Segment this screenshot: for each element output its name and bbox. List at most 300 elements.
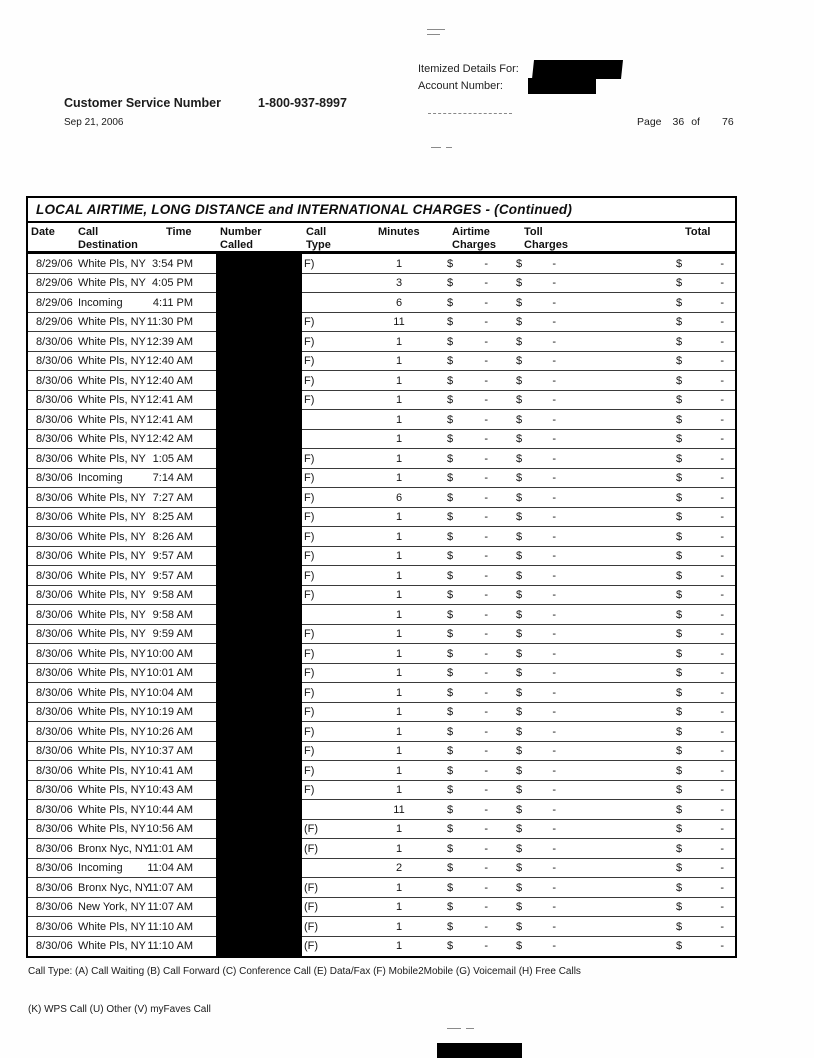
cell-number-called-redacted [216, 546, 302, 567]
cell-time: 9:57 AM [152, 569, 193, 582]
cell-airtime-charges [447, 686, 488, 700]
cell-call-type: F) [304, 257, 315, 270]
cell-date: 8/30/06 [36, 374, 73, 387]
cell-total [676, 452, 724, 466]
cell-call-type: F) [304, 316, 315, 328]
column-header-total [685, 226, 710, 239]
currency-symbol: $ [447, 511, 454, 523]
cell-destination: White Pls, NY [78, 803, 146, 816]
cell-airtime-charges [447, 296, 488, 310]
cell-airtime-charges [447, 588, 488, 602]
call-type-legend-line2: (K) WPS Call (U) Other (V) myFaves Call [28, 1004, 211, 1015]
cell-airtime-charges [447, 549, 488, 563]
currency-symbol: $ [516, 920, 523, 933]
cell-total [676, 881, 724, 895]
total-value: - [720, 374, 724, 387]
airtime-value: - [484, 784, 488, 796]
scan-artifact [428, 113, 512, 114]
airtime-value: - [484, 257, 488, 270]
cell-toll-charges [516, 335, 556, 349]
cell-date: 8/30/06 [36, 862, 73, 874]
cell-toll-charges [516, 764, 556, 778]
currency-symbol: $ [676, 589, 683, 601]
cell-destination: White Pls, NY [78, 491, 146, 504]
table-row [28, 313, 735, 333]
cell-total [676, 530, 724, 544]
cell-minutes: 6 [395, 491, 403, 504]
cell-date: 8/30/06 [36, 881, 73, 894]
total-value: - [720, 842, 724, 855]
cell-toll-charges [516, 549, 556, 563]
currency-symbol: $ [447, 491, 454, 504]
cell-destination: White Pls, NY [78, 569, 146, 582]
column-header-toll-charges [524, 226, 568, 252]
total-value: - [720, 686, 724, 699]
cell-minutes: 1 [395, 608, 403, 621]
cell-call-type: F) [304, 511, 315, 523]
cell-minutes: 1 [395, 881, 403, 894]
currency-symbol: $ [516, 355, 523, 367]
cell-call-type: F) [304, 725, 315, 738]
cell-number-called-redacted [216, 449, 302, 470]
currency-symbol: $ [676, 413, 683, 426]
cell-call-type: F) [304, 784, 315, 796]
toll-value: - [552, 452, 556, 465]
currency-symbol: $ [516, 686, 523, 699]
cell-minutes: 1 [395, 394, 403, 406]
cell-number-called-redacted [216, 897, 302, 918]
currency-symbol: $ [447, 608, 454, 621]
total-value: - [720, 862, 724, 874]
cell-total [676, 354, 724, 368]
cell-destination: White Pls, NY [78, 550, 146, 562]
cell-time: 7:27 AM [152, 491, 193, 504]
currency-symbol: $ [676, 764, 683, 777]
cell-number-called-redacted [216, 663, 302, 684]
cell-time: 11:10 AM [147, 940, 193, 952]
cell-time: 8:25 AM [152, 511, 193, 523]
column-label: Charges [524, 239, 569, 251]
total-value: - [720, 472, 724, 484]
cell-total [676, 686, 724, 700]
currency-symbol: $ [447, 628, 454, 640]
cell-airtime-charges [447, 315, 488, 329]
cell-toll-charges [516, 530, 556, 544]
cell-total [676, 335, 724, 349]
currency-symbol: $ [447, 901, 454, 913]
airtime-value: - [484, 686, 488, 699]
cell-date: 8/30/06 [36, 628, 73, 640]
currency-symbol: $ [516, 667, 523, 679]
scan-artifact [427, 29, 445, 30]
cell-airtime-charges [447, 491, 488, 505]
cell-toll-charges [516, 452, 556, 466]
cell-date: 8/30/06 [36, 784, 73, 796]
cell-total [676, 900, 724, 914]
currency-symbol: $ [676, 569, 683, 582]
itemized-details-label: Itemized Details For: [418, 63, 519, 75]
table-row [28, 391, 735, 411]
currency-symbol: $ [447, 452, 454, 465]
toll-value: - [552, 413, 556, 426]
cell-destination: White Pls, NY [78, 920, 146, 933]
cell-destination: White Pls, NY [78, 316, 146, 328]
cell-total [676, 608, 724, 622]
cell-toll-charges [516, 491, 556, 505]
cell-number-called-redacted [216, 254, 302, 275]
table-row [28, 703, 735, 723]
cell-minutes: 1 [395, 647, 403, 660]
cell-minutes: 1 [395, 433, 403, 445]
column-label: Type [306, 239, 331, 251]
column-label: Toll [524, 226, 543, 238]
cell-minutes: 1 [395, 842, 403, 855]
page-total: 76 [721, 116, 734, 128]
cell-time: 1:05 AM [152, 452, 193, 465]
currency-symbol: $ [447, 667, 454, 679]
currency-symbol: $ [676, 491, 683, 504]
cell-airtime-charges [447, 744, 488, 758]
page-of-label: of [691, 116, 700, 128]
cell-call-type: F) [304, 706, 315, 718]
statement-date: Sep 21, 2006 [64, 117, 124, 128]
cell-time: 4:11 PM [152, 296, 193, 309]
cell-date: 8/30/06 [36, 335, 73, 348]
cell-time: 10:56 AM [146, 823, 193, 835]
cell-date: 8/29/06 [36, 277, 73, 289]
table-row [28, 800, 735, 820]
airtime-value: - [484, 823, 488, 835]
cell-time: 3:54 PM [152, 257, 193, 270]
toll-value: - [552, 589, 556, 601]
cell-call-type: (F) [304, 823, 319, 835]
column-header-call-destination [78, 226, 138, 252]
cell-minutes: 1 [395, 706, 403, 718]
customer-service-label: Customer Service Number [64, 96, 222, 110]
total-value: - [720, 589, 724, 601]
currency-symbol: $ [516, 862, 523, 874]
table-row [28, 332, 735, 352]
cell-date: 8/30/06 [36, 920, 73, 933]
cell-airtime-charges [447, 627, 488, 641]
currency-symbol: $ [447, 413, 454, 426]
airtime-value: - [484, 589, 488, 601]
cell-number-called-redacted [216, 878, 302, 899]
table-row [28, 722, 735, 742]
currency-symbol: $ [676, 647, 683, 660]
cell-minutes: 1 [395, 355, 403, 367]
cell-number-called-redacted [216, 273, 302, 294]
airtime-value: - [484, 901, 488, 913]
currency-symbol: $ [516, 452, 523, 465]
airtime-value: - [484, 725, 488, 738]
currency-symbol: $ [447, 550, 454, 562]
table-row [28, 859, 735, 879]
cell-total [676, 744, 724, 758]
cell-minutes: 1 [395, 764, 403, 777]
cell-airtime-charges [447, 939, 488, 953]
toll-value: - [552, 862, 556, 874]
currency-symbol: $ [676, 296, 683, 309]
cell-minutes: 2 [395, 862, 403, 874]
currency-symbol: $ [447, 706, 454, 718]
cell-toll-charges [516, 705, 556, 719]
toll-value: - [552, 374, 556, 387]
table-row [28, 352, 735, 372]
cell-time: 9:58 AM [152, 589, 193, 601]
cell-time: 10:43 AM [146, 784, 193, 796]
toll-value: - [552, 823, 556, 835]
currency-symbol: $ [516, 628, 523, 640]
cell-destination: White Pls, NY [78, 433, 146, 445]
cell-call-type: F) [304, 647, 315, 660]
cell-destination: Incoming [78, 862, 123, 874]
total-value: - [720, 530, 724, 543]
cell-toll-charges [516, 822, 556, 836]
airtime-value: - [484, 452, 488, 465]
cell-airtime-charges [447, 257, 488, 271]
cell-number-called-redacted [216, 351, 302, 372]
cell-destination: White Pls, NY [78, 667, 146, 679]
currency-symbol: $ [447, 881, 454, 894]
toll-value: - [552, 530, 556, 543]
cell-call-type: F) [304, 491, 315, 504]
currency-symbol: $ [516, 394, 523, 406]
cell-number-called-redacted [216, 722, 302, 743]
cell-total [676, 491, 724, 505]
currency-symbol: $ [516, 784, 523, 796]
total-value: - [720, 667, 724, 679]
currency-symbol: $ [676, 920, 683, 933]
table-row [28, 742, 735, 762]
total-value: - [720, 569, 724, 582]
currency-symbol: $ [516, 335, 523, 348]
cell-total [676, 861, 724, 875]
toll-value: - [552, 842, 556, 855]
page-current: 36 [672, 116, 685, 128]
cell-toll-charges [516, 647, 556, 661]
cell-time: 12:41 AM [146, 394, 193, 406]
cell-minutes: 1 [395, 413, 403, 426]
toll-value: - [552, 316, 556, 328]
cell-time: 10:37 AM [146, 745, 193, 757]
cell-number-called-redacted [216, 858, 302, 879]
cell-minutes: 1 [395, 628, 403, 640]
toll-value: - [552, 764, 556, 777]
currency-symbol: $ [516, 569, 523, 582]
cell-total [676, 471, 724, 485]
cell-date: 8/30/06 [36, 394, 73, 406]
cell-toll-charges [516, 315, 556, 329]
toll-value: - [552, 277, 556, 289]
table-row [28, 761, 735, 781]
table-row [28, 449, 735, 469]
cell-number-called-redacted [216, 936, 302, 957]
airtime-value: - [484, 530, 488, 543]
scan-artifact [431, 147, 441, 148]
cell-minutes: 11 [393, 316, 405, 328]
cell-destination: White Pls, NY [78, 394, 146, 406]
airtime-value: - [484, 706, 488, 718]
cell-toll-charges [516, 296, 556, 310]
cell-destination: White Pls, NY [78, 725, 146, 738]
currency-symbol: $ [447, 823, 454, 835]
cell-call-type: F) [304, 745, 315, 757]
toll-value: - [552, 706, 556, 718]
column-label: Date [31, 226, 55, 238]
cell-time: 9:59 AM [152, 628, 193, 640]
airtime-value: - [484, 628, 488, 640]
currency-symbol: $ [516, 764, 523, 777]
table-row [28, 586, 735, 606]
cell-date: 8/30/06 [36, 686, 73, 699]
currency-symbol: $ [516, 257, 523, 270]
currency-symbol: $ [516, 940, 523, 952]
cell-airtime-charges [447, 374, 488, 388]
toll-value: - [552, 667, 556, 679]
airtime-value: - [484, 511, 488, 523]
cell-call-type: F) [304, 472, 315, 484]
cell-number-called-redacted [216, 507, 302, 528]
currency-symbol: $ [447, 296, 454, 309]
cell-total [676, 783, 724, 797]
cell-number-called-redacted [216, 527, 302, 548]
cell-total [676, 393, 724, 407]
cell-total [676, 257, 724, 271]
cell-time: 10:26 AM [146, 725, 193, 738]
total-value: - [720, 940, 724, 952]
table-row [28, 820, 735, 840]
cell-time: 11:07 AM [147, 901, 193, 913]
currency-symbol: $ [676, 881, 683, 894]
cell-date: 8/30/06 [36, 511, 73, 523]
cell-date: 8/30/06 [36, 589, 73, 601]
currency-symbol: $ [676, 452, 683, 465]
cell-toll-charges [516, 608, 556, 622]
cell-toll-charges [516, 374, 556, 388]
currency-symbol: $ [676, 823, 683, 835]
cell-number-called-redacted [216, 644, 302, 665]
total-value: - [720, 725, 724, 738]
currency-symbol: $ [676, 842, 683, 855]
total-value: - [720, 823, 724, 835]
toll-value: - [552, 745, 556, 757]
cell-time: 7:14 AM [152, 472, 193, 484]
cell-airtime-charges [447, 393, 488, 407]
cell-toll-charges [516, 881, 556, 895]
currency-symbol: $ [516, 803, 523, 816]
toll-value: - [552, 569, 556, 582]
currency-symbol: $ [447, 803, 454, 816]
cell-total [676, 822, 724, 836]
cell-minutes: 1 [395, 335, 403, 348]
airtime-value: - [484, 491, 488, 504]
account-number-label: Account Number: [418, 80, 503, 92]
cell-toll-charges [516, 725, 556, 739]
table-row [28, 898, 735, 918]
toll-value: - [552, 472, 556, 484]
cell-date: 8/30/06 [36, 433, 73, 445]
cell-call-type: (F) [304, 920, 319, 933]
table-row [28, 683, 735, 703]
cell-airtime-charges [447, 354, 488, 368]
cell-time: 9:58 AM [152, 608, 193, 621]
cell-destination: Incoming [78, 296, 123, 309]
column-header-minutes [378, 226, 420, 239]
cell-number-called-redacted [216, 332, 302, 353]
total-value: - [720, 452, 724, 465]
cell-number-called-redacted [216, 702, 302, 723]
cell-toll-charges [516, 569, 556, 583]
airtime-value: - [484, 842, 488, 855]
cell-airtime-charges [447, 335, 488, 349]
scan-artifact [466, 1028, 474, 1029]
cell-toll-charges [516, 842, 556, 856]
toll-value: - [552, 647, 556, 660]
currency-symbol: $ [447, 316, 454, 328]
cell-call-type: F) [304, 335, 315, 348]
cell-toll-charges [516, 939, 556, 953]
cell-number-called-redacted [216, 585, 302, 606]
cell-airtime-charges [447, 705, 488, 719]
cell-airtime-charges [447, 510, 488, 524]
currency-symbol: $ [516, 296, 523, 309]
cell-destination: White Pls, NY [78, 530, 146, 543]
table-row [28, 430, 735, 450]
cell-call-type: F) [304, 530, 315, 543]
cell-destination: White Pls, NY [78, 745, 146, 757]
cell-airtime-charges [447, 666, 488, 680]
toll-value: - [552, 335, 556, 348]
cell-minutes: 1 [395, 725, 403, 738]
cell-number-called-redacted [216, 800, 302, 821]
currency-symbol: $ [516, 725, 523, 738]
currency-symbol: $ [676, 745, 683, 757]
cell-toll-charges [516, 471, 556, 485]
cell-total [676, 725, 724, 739]
currency-symbol: $ [447, 764, 454, 777]
currency-symbol: $ [676, 550, 683, 562]
currency-symbol: $ [447, 335, 454, 348]
column-header-date [31, 226, 55, 239]
cell-number-called-redacted [216, 429, 302, 450]
redacted-footer-block [437, 1043, 522, 1058]
cell-airtime-charges [447, 276, 488, 290]
cell-destination: White Pls, NY [78, 686, 146, 699]
cell-number-called-redacted [216, 390, 302, 411]
currency-symbol: $ [516, 823, 523, 835]
total-value: - [720, 511, 724, 523]
currency-symbol: $ [447, 277, 454, 289]
total-value: - [720, 608, 724, 621]
airtime-value: - [484, 296, 488, 309]
currency-symbol: $ [447, 725, 454, 738]
table-row [28, 917, 735, 937]
cell-minutes: 1 [395, 745, 403, 757]
cell-time: 12:41 AM [146, 413, 193, 426]
cell-airtime-charges [447, 413, 488, 427]
cell-call-type: F) [304, 452, 315, 465]
currency-symbol: $ [516, 433, 523, 445]
cell-total [676, 842, 724, 856]
table-row [28, 644, 735, 664]
toll-value: - [552, 257, 556, 270]
total-value: - [720, 413, 724, 426]
cell-destination: White Pls, NY [78, 413, 146, 426]
cell-time: 10:01 AM [146, 667, 193, 679]
cell-toll-charges [516, 861, 556, 875]
currency-symbol: $ [447, 647, 454, 660]
